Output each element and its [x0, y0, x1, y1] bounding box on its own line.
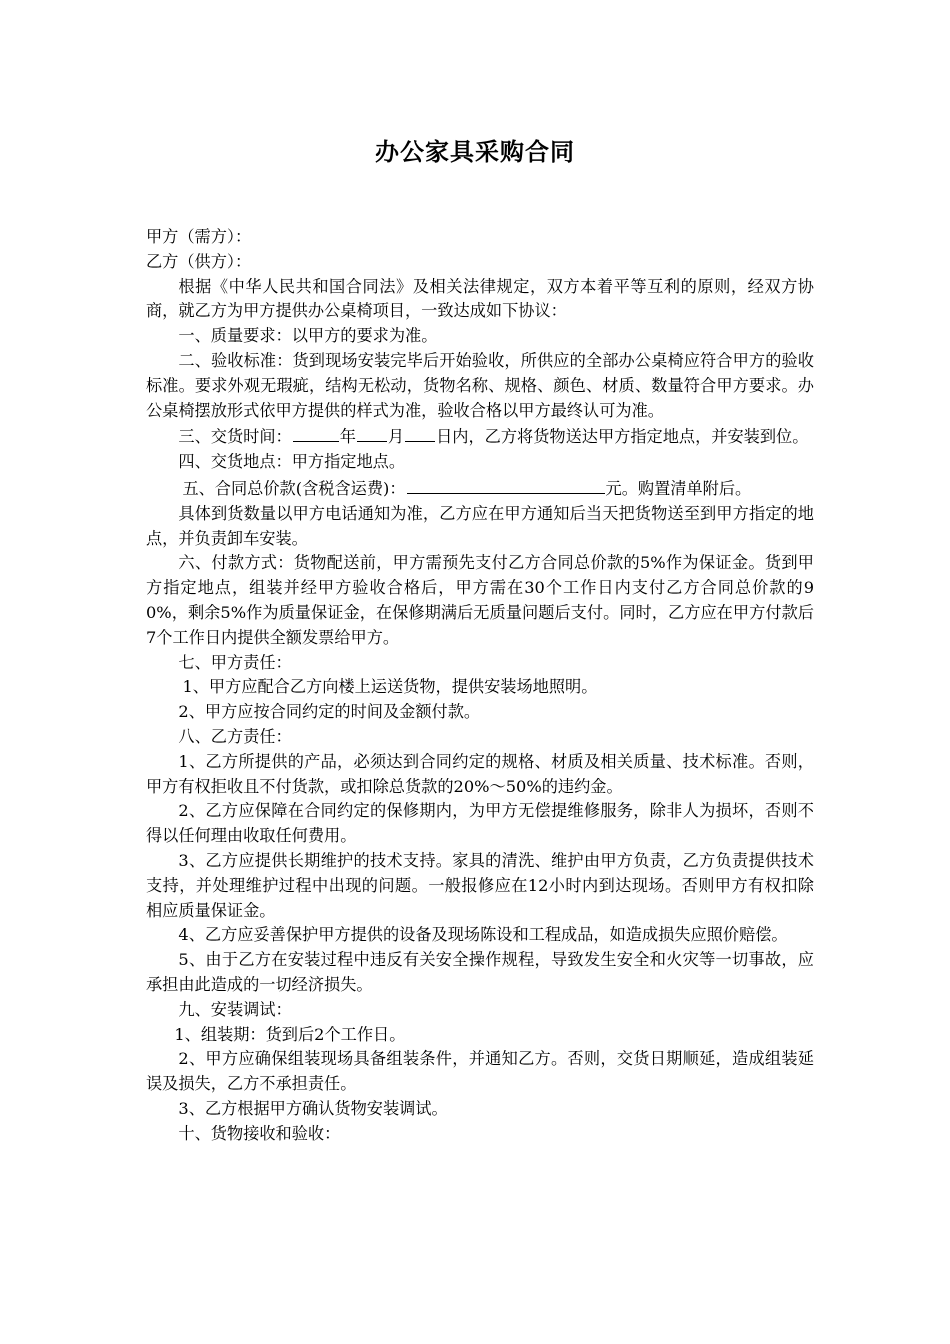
party-b-item: 1、乙方所提供的产品，必须达到合同约定的规格、材质及相关质量、技术标准。否则，甲方有权拒收且不付货款，或扣除总货款的20%～50%的违约金。 — [146, 751, 814, 796]
clause-quantity-note: 具体到货数量以甲方电话通知为准，乙方应在甲方通知后当天把货物送至到甲方指定的地点，并负责卸车安装。 — [146, 503, 814, 548]
party-a-item: 1、甲方应配合乙方向楼上运送货物，提供安装场地照明。 — [182, 677, 598, 697]
party-a-item: 2、甲方应按合同约定的时间及金额付款。 — [178, 702, 481, 722]
year-blank-field[interactable] — [293, 423, 339, 442]
delivery-time-suffix: 日内，乙方将货物送达甲方指定地点，并安装到位。 — [436, 427, 809, 447]
clause-installation-heading: 九、安装调试： — [178, 999, 292, 1019]
installation-item: 3、乙方根据甲方确认货物安装调试。 — [178, 1098, 448, 1118]
party-b-item: 2、乙方应保障在合同约定的保修期内，为甲方无偿提维修服务，除非人为损坏，否则不得以任何理由收取任何费用。 — [146, 801, 814, 846]
total-price-suffix: 元。购置清单附后。 — [605, 478, 752, 498]
clause-total-price — [146, 475, 814, 502]
party-b-item: 5、由于乙方在安装过程中违反有关安全操作规程，导致发生安全和火灾等一切事故，应承担由此造成的一切经济损失。 — [146, 950, 814, 994]
party-b-item: 4、乙方应妥善保护甲方提供的设备及现场陈设和工程成品，如造成损失应照价赔偿。 — [178, 925, 788, 945]
total-price-blank-field[interactable] — [407, 475, 605, 494]
contract-body — [146, 225, 814, 1146]
page-title: 办公家具采购合同 — [375, 138, 575, 166]
preamble-paragraph: 根据《中华人民共和国合同法》及相关法律规定，双方本着平等互利的原则，经双方协商，就乙方为甲方提供办公桌椅项目，一致达成如下协议： — [146, 276, 814, 321]
year-label: 年 — [339, 427, 356, 447]
clause-goods-receipt-heading: 十、货物接收和验收： — [178, 1123, 341, 1143]
clause-acceptance-standard: 二、验收标准：货到现场安装完毕后开始验收，所供应的全部办公桌椅应符合甲方的验收标准。要求外观无瑕疵，结构无松动，货物名称、规格、颜色、材质、数量符合甲方要求。办公桌椅摆放形式依甲方提供的样式为准，验收合格以甲方最终认可为准。 — [146, 350, 814, 420]
month-blank-field[interactable] — [357, 423, 387, 442]
installation-item: 1、组装期：货到后2个工作日。 — [174, 1024, 406, 1044]
clause-quality: 一、质量要求：以甲方的要求为准。 — [178, 326, 438, 346]
day-blank-field[interactable] — [405, 423, 435, 442]
party-b-item: 3、乙方应提供长期维护的技术支持。家具的清洗、维护由甲方负责，乙方负责提供技术支持，并处理维护过程中出现的问题。一般报修应在12小时内到达现场。否则甲方有权扣除相应质量保证金。 — [146, 850, 814, 920]
clause-delivery-time — [146, 423, 814, 450]
installation-item: 2、甲方应确保组装现场具备组装条件，并通知乙方。否则，交货日期顺延，造成组装延误及损失，乙方不承担责任。 — [146, 1049, 814, 1094]
total-price-prefix: 五、合同总价款(含税含运费)： — [182, 478, 406, 498]
clause-party-b-heading: 八、乙方责任： — [178, 726, 292, 746]
party-b-line: 乙方（供方）： — [146, 251, 252, 271]
delivery-time-prefix: 三、交货时间： — [178, 427, 292, 447]
clause-payment: 六、付款方式：货物配送前，甲方需预先支付乙方合同总价款的5%作为保证金。货到甲方指定地点，组装并经甲方验收合格后，甲方需在30个工作日内支付乙方合同总价款的90%，剩余5%作为质量保证金，在保修期满后无质量问题后支付。同时，乙方应在甲方付款后7个工作日内提供全额发票给甲方。 — [146, 553, 814, 647]
month-label: 月 — [387, 427, 405, 447]
clause-party-a-heading: 七、甲方责任： — [178, 652, 292, 672]
clause-delivery-location: 四、交货地点：甲方指定地点。 — [178, 452, 406, 472]
party-a-line: 甲方（需方）： — [146, 227, 252, 246]
